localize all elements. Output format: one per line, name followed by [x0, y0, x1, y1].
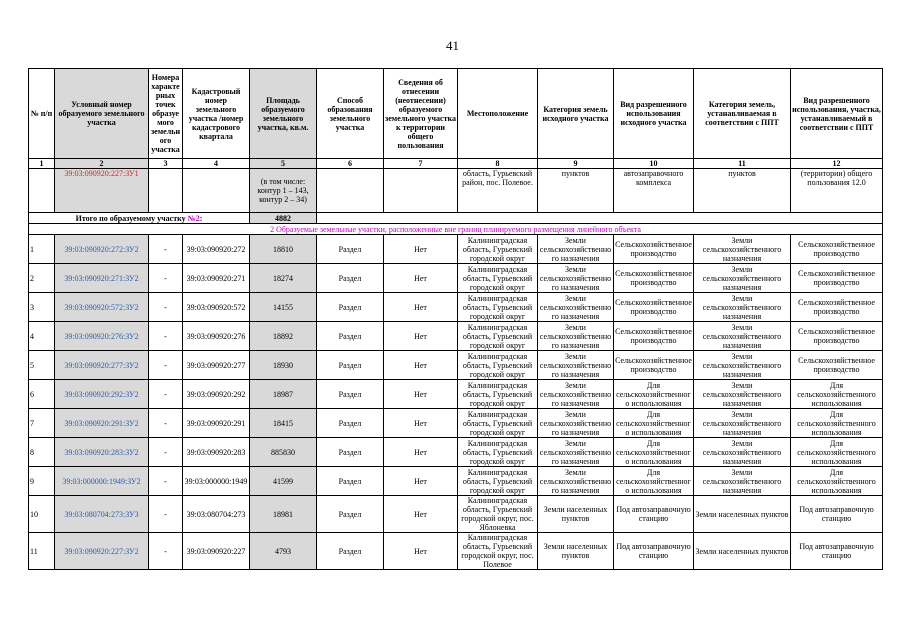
use-new-cell: Для сельскохозяйственного использования	[791, 438, 883, 467]
table-row	[29, 235, 883, 264]
points-cell: -	[149, 533, 183, 570]
column-number: 11	[694, 159, 791, 169]
column-number: 7	[384, 159, 458, 169]
location-cell: Калининградская область, Гурьевский городской округ	[458, 438, 538, 467]
plot-id: 39:03:090920:271:ЗУ2	[55, 264, 149, 293]
header-cell: Кадастровый номер земельного участка /номер кадастрового квартала	[183, 69, 250, 159]
header-cell: Вид разрешенного использования, участка, устанавливаемый в соответствии с ППТ	[791, 69, 883, 159]
use-new-cell: Сельскохозяйственное производство	[791, 235, 883, 264]
header-row	[29, 69, 883, 159]
use-cell: Для сельскохозяйственного использования	[614, 380, 694, 409]
header-cell: Категория земель исходного участка	[538, 69, 614, 159]
column-number: 4	[183, 159, 250, 169]
common-use-cell: Нет	[384, 322, 458, 351]
section-title: 2 Образуемые земельные участки, расположенные вне границ планируемого размещения линейного объекта	[29, 224, 883, 235]
common-use-cell: Нет	[384, 438, 458, 467]
plot-id: 39:03:000000:1949:ЗУ2	[55, 467, 149, 496]
method-cell: Раздел	[317, 264, 384, 293]
method-cell: Раздел	[317, 235, 384, 264]
plot-id: 39:03:090920:227:ЗУ1	[55, 169, 149, 213]
common-use-cell: Нет	[384, 293, 458, 322]
area-cell: 18930	[250, 351, 317, 380]
common-use-cell: Нет	[384, 235, 458, 264]
use-new-cell: Сельскохозяйственное производство	[791, 322, 883, 351]
use-cell: Сельскохозяйственное производство	[614, 235, 694, 264]
page-number: 41	[446, 38, 459, 53]
category-new-cell: Земли сельскохозяйственного назначения	[694, 264, 791, 293]
category-new-cell: Земли сельскохозяйственного назначения	[694, 322, 791, 351]
plot-id: 39:03:090920:277:ЗУ2	[55, 351, 149, 380]
common-use-cell: Нет	[384, 409, 458, 438]
location-cell: Калининградская область, Гурьевский городской округ	[458, 409, 538, 438]
common-use-cell: Нет	[384, 467, 458, 496]
table-row	[29, 467, 883, 496]
use-cell: Для сельскохозяйственного использования	[614, 467, 694, 496]
area-cell: 18810	[250, 235, 317, 264]
points-cell: -	[149, 467, 183, 496]
common-use-cell: Нет	[384, 496, 458, 533]
area-cell: 18415	[250, 409, 317, 438]
total-value: 4882	[250, 213, 317, 224]
common-use-cell: Нет	[384, 264, 458, 293]
cadastral-number: 39:03:090920:283	[183, 438, 250, 467]
row-number: 9	[29, 467, 55, 496]
cadastral-number: 39:03:090920:292	[183, 380, 250, 409]
method-cell: Раздел	[317, 496, 384, 533]
method-cell: Раздел	[317, 467, 384, 496]
points-cell: -	[149, 496, 183, 533]
category-new-cell: Земли населенных пунктов	[694, 533, 791, 570]
method-cell: Раздел	[317, 351, 384, 380]
location-cell: Калининградская область, Гурьевский городской округ, пос. Полевое	[458, 533, 538, 570]
plot-id: 39:03:090920:272:ЗУ2	[55, 235, 149, 264]
use-cell: Сельскохозяйственное производство	[614, 322, 694, 351]
column-number: 5	[250, 159, 317, 169]
category-new-cell: пунктов	[694, 169, 791, 213]
use-cell: Для сельскохозяйственного использования	[614, 438, 694, 467]
category-new-cell: Земли сельскохозяйственного назначения	[694, 351, 791, 380]
category-new-cell: Земли сельскохозяйственного назначения	[694, 438, 791, 467]
area-cell: 18274	[250, 264, 317, 293]
use-new-cell: Сельскохозяйственное производство	[791, 264, 883, 293]
row-number: 2	[29, 264, 55, 293]
points-cell: -	[149, 351, 183, 380]
common-use-cell: Нет	[384, 351, 458, 380]
row-number: 1	[29, 235, 55, 264]
cadastral-number: 39:03:090920:272	[183, 235, 250, 264]
cadastral-number: 39:03:090920:277	[183, 351, 250, 380]
total-row	[29, 213, 883, 224]
column-number: 12	[791, 159, 883, 169]
area-cell: 18987	[250, 380, 317, 409]
method-cell: Раздел	[317, 293, 384, 322]
plot-id: 39:03:090920:291:ЗУ2	[55, 409, 149, 438]
section-row	[29, 224, 883, 235]
area-cell: 4793	[250, 533, 317, 570]
table-row	[29, 351, 883, 380]
cadastral-number: 39:03:090920:227	[183, 533, 250, 570]
method-cell: Раздел	[317, 438, 384, 467]
use-new-cell: Сельскохозяйственное производство	[791, 351, 883, 380]
use-cell: Сельскохозяйственное производство	[614, 293, 694, 322]
row-number: 4	[29, 322, 55, 351]
area-cell: 41599	[250, 467, 317, 496]
location-cell: Калининградская область, Гурьевский городской округ	[458, 264, 538, 293]
use-new-cell: Сельскохозяйственное производство	[791, 293, 883, 322]
points-cell: -	[149, 409, 183, 438]
row-number: 6	[29, 380, 55, 409]
plot-id: 39:03:090920:227:ЗУ2	[55, 533, 149, 570]
points-cell: -	[149, 235, 183, 264]
use-cell: Сельскохозяйственное производство	[614, 351, 694, 380]
use-new-cell: Для сельскохозяйственного использования	[791, 380, 883, 409]
category-cell: Земли сельскохозяйственного назначения	[538, 438, 614, 467]
category-cell: пунктов	[538, 169, 614, 213]
header-cell: Способ образования земельного участка	[317, 69, 384, 159]
category-cell: Земли сельскохозяйственного назначения	[538, 264, 614, 293]
category-cell: Земли сельскохозяйственного назначения	[538, 322, 614, 351]
location-cell: Калининградская область, Гурьевский городской округ, пос. Яблоневка	[458, 496, 538, 533]
use-cell: автозаправочного комплекса	[614, 169, 694, 213]
column-number: 1	[29, 159, 55, 169]
area-cell: 18981	[250, 496, 317, 533]
column-number: 2	[55, 159, 149, 169]
location-cell: Калининградская область, Гурьевский городской округ	[458, 467, 538, 496]
header-cell: Вид разрешенного использования исходного участка	[614, 69, 694, 159]
location-cell: Калининградская область, Гурьевский городской округ	[458, 293, 538, 322]
plot-id: 39:03:090920:292:ЗУ2	[55, 380, 149, 409]
use-cell: Сельскохозяйственное производство	[614, 264, 694, 293]
header-cell: № п/п	[29, 69, 55, 159]
category-cell: Земли сельскохозяйственного назначения	[538, 380, 614, 409]
method-cell: Раздел	[317, 533, 384, 570]
category-new-cell: Земли сельскохозяйственного назначения	[694, 380, 791, 409]
common-use-cell: Нет	[384, 533, 458, 570]
use-cell: Под автозаправочную станцию	[614, 496, 694, 533]
points-cell: -	[149, 380, 183, 409]
table-row	[29, 293, 883, 322]
cadastral-number: 39:03:090920:572	[183, 293, 250, 322]
use-new-cell: (территории) общего пользования 12.0	[791, 169, 883, 213]
category-cell: Земли сельскохозяйственного назначения	[538, 409, 614, 438]
location-cell: Калининградская область, Гурьевский городской округ	[458, 380, 538, 409]
cadastral-number: 39:03:080704:273	[183, 496, 250, 533]
points-cell: -	[149, 438, 183, 467]
cadastral-number: 39:03:090920:271	[183, 264, 250, 293]
cadastral-number: 39:03:000000:1949	[183, 467, 250, 496]
header-cell: Сведения об отнесении (неотнесении) образуемого земельного участка к территории общего пользования	[384, 69, 458, 159]
location-cell: Калининградская область, Гурьевский городской округ	[458, 322, 538, 351]
category-cell: Земли сельскохозяйственного назначения	[538, 467, 614, 496]
table-row	[29, 322, 883, 351]
row-number: 10	[29, 496, 55, 533]
category-new-cell: Земли сельскохозяйственного назначения	[694, 235, 791, 264]
table-row	[29, 409, 883, 438]
row-number: 8	[29, 438, 55, 467]
category-cell: Земли населенных пунктов	[538, 496, 614, 533]
column-number: 8	[458, 159, 538, 169]
table-row	[29, 380, 883, 409]
use-cell: Для сельскохозяйственного использования	[614, 409, 694, 438]
use-cell: Под автозаправочную станцию	[614, 533, 694, 570]
column-number: 3	[149, 159, 183, 169]
table-row	[29, 496, 883, 533]
method-cell: Раздел	[317, 322, 384, 351]
column-number: 6	[317, 159, 384, 169]
category-cell: Земли населенных пунктов	[538, 533, 614, 570]
category-new-cell: Земли сельскохозяйственного назначения	[694, 409, 791, 438]
table-row	[29, 533, 883, 570]
location-cell: область, Гурьевский район, пос. Полевое.	[458, 169, 538, 213]
plot-id: 39:03:090920:283:ЗУ2	[55, 438, 149, 467]
area-cell: 885830	[250, 438, 317, 467]
category-cell: Земли сельскохозяйственного назначения	[538, 351, 614, 380]
use-new-cell: Для сельскохозяйственного использования	[791, 467, 883, 496]
header-cell: Категория земель, устанавливаемая в соответствии с ППТ	[694, 69, 791, 159]
use-new-cell: Под автозаправочную станцию	[791, 533, 883, 570]
category-cell: Земли сельскохозяйственного назначения	[538, 293, 614, 322]
points-cell: -	[149, 322, 183, 351]
area-cell: 18892	[250, 322, 317, 351]
cadastral-number: 39:03:090920:291	[183, 409, 250, 438]
category-cell: Земли сельскохозяйственного назначения	[538, 235, 614, 264]
method-cell: Раздел	[317, 409, 384, 438]
location-cell: Калининградская область, Гурьевский городской округ	[458, 235, 538, 264]
row-number: 7	[29, 409, 55, 438]
total-plot-number: №2	[187, 213, 200, 223]
use-new-cell: Под автозаправочную станцию	[791, 496, 883, 533]
use-new-cell: Для сельскохозяйственного использования	[791, 409, 883, 438]
column-number: 10	[614, 159, 694, 169]
continuation-row	[29, 169, 883, 213]
column-number-row	[29, 159, 883, 169]
land-plots-table	[28, 68, 883, 570]
total-label: Итого по образуемому участку №2:	[29, 213, 250, 224]
category-new-cell: Земли населенных пунктов	[694, 496, 791, 533]
location-cell: Калининградская область, Гурьевский городской округ	[458, 351, 538, 380]
table-row	[29, 264, 883, 293]
area-note: (в том числе: контур 1 – 143, контур 2 – 34)	[250, 169, 317, 213]
column-number: 9	[538, 159, 614, 169]
row-number: 11	[29, 533, 55, 570]
plot-id: 39:03:090920:276:ЗУ2	[55, 322, 149, 351]
area-cell: 14155	[250, 293, 317, 322]
points-cell: -	[149, 293, 183, 322]
header-cell: Местоположение	[458, 69, 538, 159]
plot-id: 39:03:080704:273:ЗУ3	[55, 496, 149, 533]
cadastral-number: 39:03:090920:276	[183, 322, 250, 351]
category-new-cell: Земли сельскохозяйственного назначения	[694, 467, 791, 496]
header-cell: Площадь образуемого земельного участка, кв.м.	[250, 69, 317, 159]
row-number: 3	[29, 293, 55, 322]
plot-id: 39:03:090920:572:ЗУ2	[55, 293, 149, 322]
row-number: 5	[29, 351, 55, 380]
common-use-cell: Нет	[384, 380, 458, 409]
header-cell: Условный номер образуемого земельного участка	[55, 69, 149, 159]
category-new-cell: Земли сельскохозяйственного назначения	[694, 293, 791, 322]
method-cell: Раздел	[317, 380, 384, 409]
table-row	[29, 438, 883, 467]
points-cell: -	[149, 264, 183, 293]
header-cell: Номера характерных точек образуемого земельного участка	[149, 69, 183, 159]
